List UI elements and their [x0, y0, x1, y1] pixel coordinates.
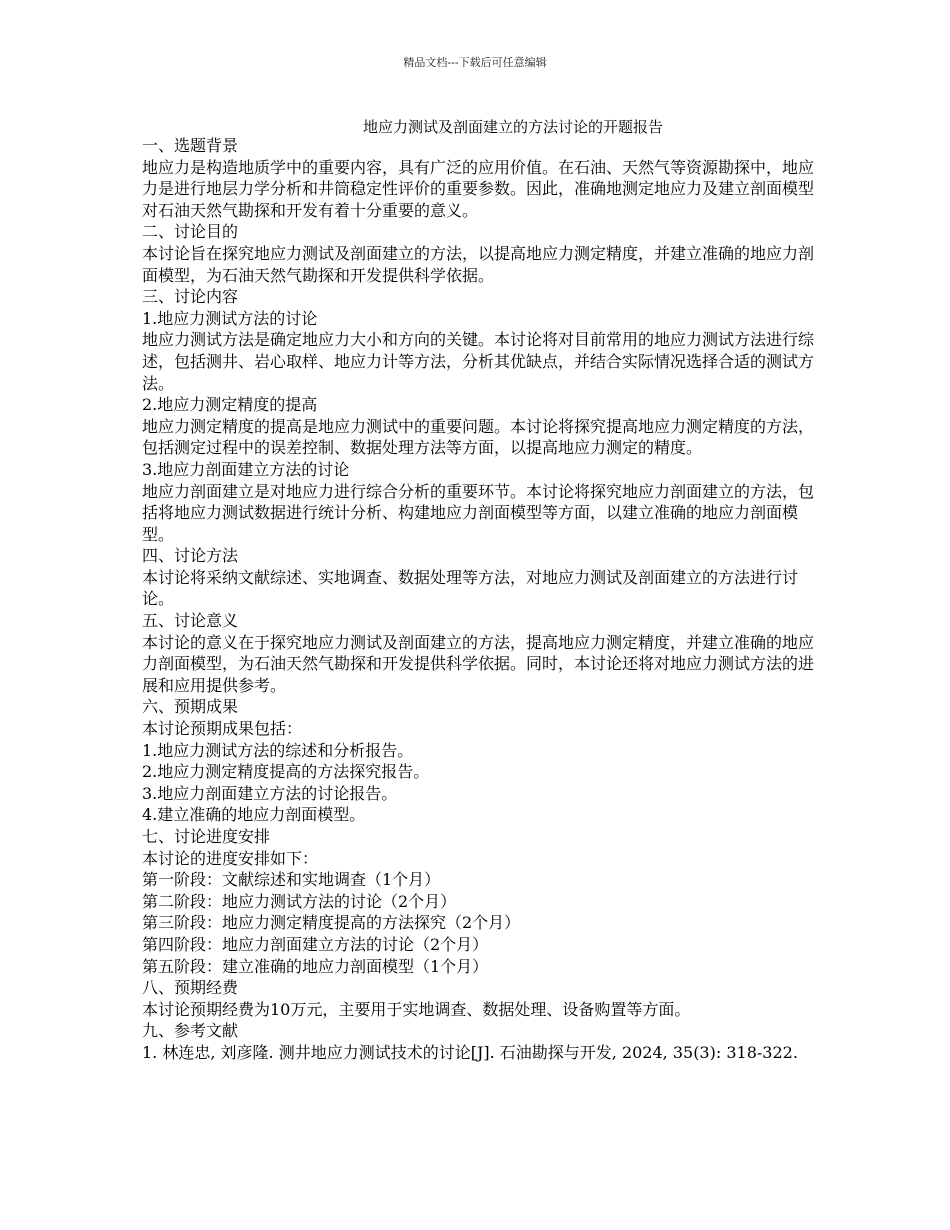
list-item: 4.建立准确的地应力剖面模型。 [142, 805, 366, 825]
section-heading: 七、讨论进度安排 [142, 827, 271, 846]
list-item: 2.地应力测定精度提高的方法探究报告。 [142, 762, 430, 782]
reference-item: 1. 林连忠, 刘彦隆. 测井地应力测试技术的讨论[J]. 石油勘探与开发, 2024, 35(3): 318-322. [142, 1042, 798, 1062]
list-item: 第四阶段：地应力剖面建立方法的讨论（2个月） [142, 934, 489, 954]
section-heading: 九、参考文献 [142, 1021, 239, 1041]
list-item: 1.地应力测试方法的综述和分析报告。 [142, 740, 414, 760]
list-item: 3.地应力剖面建立方法的讨论报告。 [142, 783, 398, 803]
paragraph: 本讨论的意义在于探究地应力测试及剖面建立的方法，提高地应力测定精度，并建立准确的地应力剖面模型，为石油天然气勘探和开发提供科学依据。同时，本讨论还将对地应力测试方法的进展和应用提供参考。 [142, 632, 815, 695]
section-heading: 四、讨论方法 [142, 546, 239, 566]
section-heading: 一、选题背景 [142, 136, 239, 155]
paragraph: 地应力剖面建立是对地应力进行综合分析的重要环节。本讨论将探究地应力剖面建立的方法，包括将地应力测试数据进行统计分析、构建地应力剖面模型等方面，以建立准确的地应力剖面模型。 [142, 481, 815, 544]
section-heading: 六、预期成果 [142, 697, 239, 717]
paragraph: 地应力测试方法是确定地应力大小和方向的关键。本讨论将对目前常用的地应力测试方法进行综述，包括测井、岩心取样、地应力计等方法，分析其优缺点，并结合实际情况选择合适的测试方法。 [142, 330, 815, 393]
section-heading: 二、讨论目的 [142, 222, 239, 242]
list-item: 第三阶段：地应力测定精度提高的方法探究（2个月） [142, 913, 521, 933]
paragraph: 本讨论旨在探究地应力测试及剖面建立的方法，以提高地应力测定精度，并建立准确的地应力剖面模型，为石油天然气勘探和开发提供科学依据。 [142, 243, 815, 285]
paragraph: 本讨论的进度安排如下： [142, 848, 319, 868]
document-title: 地应力测试及剖面建立的方法讨论的开题报告 [363, 118, 664, 136]
paragraph: 地应力是构造地质学中的重要内容，具有广泛的应用价值。在石油、天然气等资源勘探中，地应力是进行地层力学分析和井筒稳定性评价的重要参数。因此，准确地测定地应力及建立剖面模型对石油天然气勘探和开发有着十分重要的意义。 [142, 157, 815, 220]
section-heading: 三、讨论内容 [142, 287, 239, 307]
subsection-heading: 1.地应力测试方法的讨论 [142, 308, 318, 328]
list-item: 第二阶段：地应力测试方法的讨论（2个月） [142, 891, 457, 911]
section-heading: 五、讨论意义 [142, 611, 239, 631]
subsection-heading: 3.地应力剖面建立方法的讨论 [142, 459, 350, 479]
page-header: 精品文档---下载后可任意编辑 [403, 56, 547, 69]
section-heading: 八、预期经费 [142, 978, 239, 998]
document-body [142, 135, 814, 1064]
subsection-heading: 2.地应力测定精度的提高 [142, 395, 318, 415]
paragraph: 本讨论将采纳文献综述、实地调查、数据处理等方法，对地应力测试及剖面建立的方法进行讨论。 [142, 567, 799, 609]
list-item: 第五阶段：建立准确的地应力剖面模型（1个月） [142, 956, 489, 976]
list-item: 第一阶段：文献综述和实地调查（1个月） [142, 870, 441, 890]
paragraph: 本讨论预期经费为10万元，主要用于实地调查、数据处理、设备购置等方面。 [142, 999, 691, 1019]
paragraph: 本讨论预期成果包括： [142, 719, 303, 739]
paragraph: 地应力测定精度的提高是地应力测试中的重要问题。本讨论将探究提高地应力测定精度的方法，包括测定过程中的误差控制、数据处理方法等方面，以提高地应力测定的精度。 [142, 416, 815, 458]
